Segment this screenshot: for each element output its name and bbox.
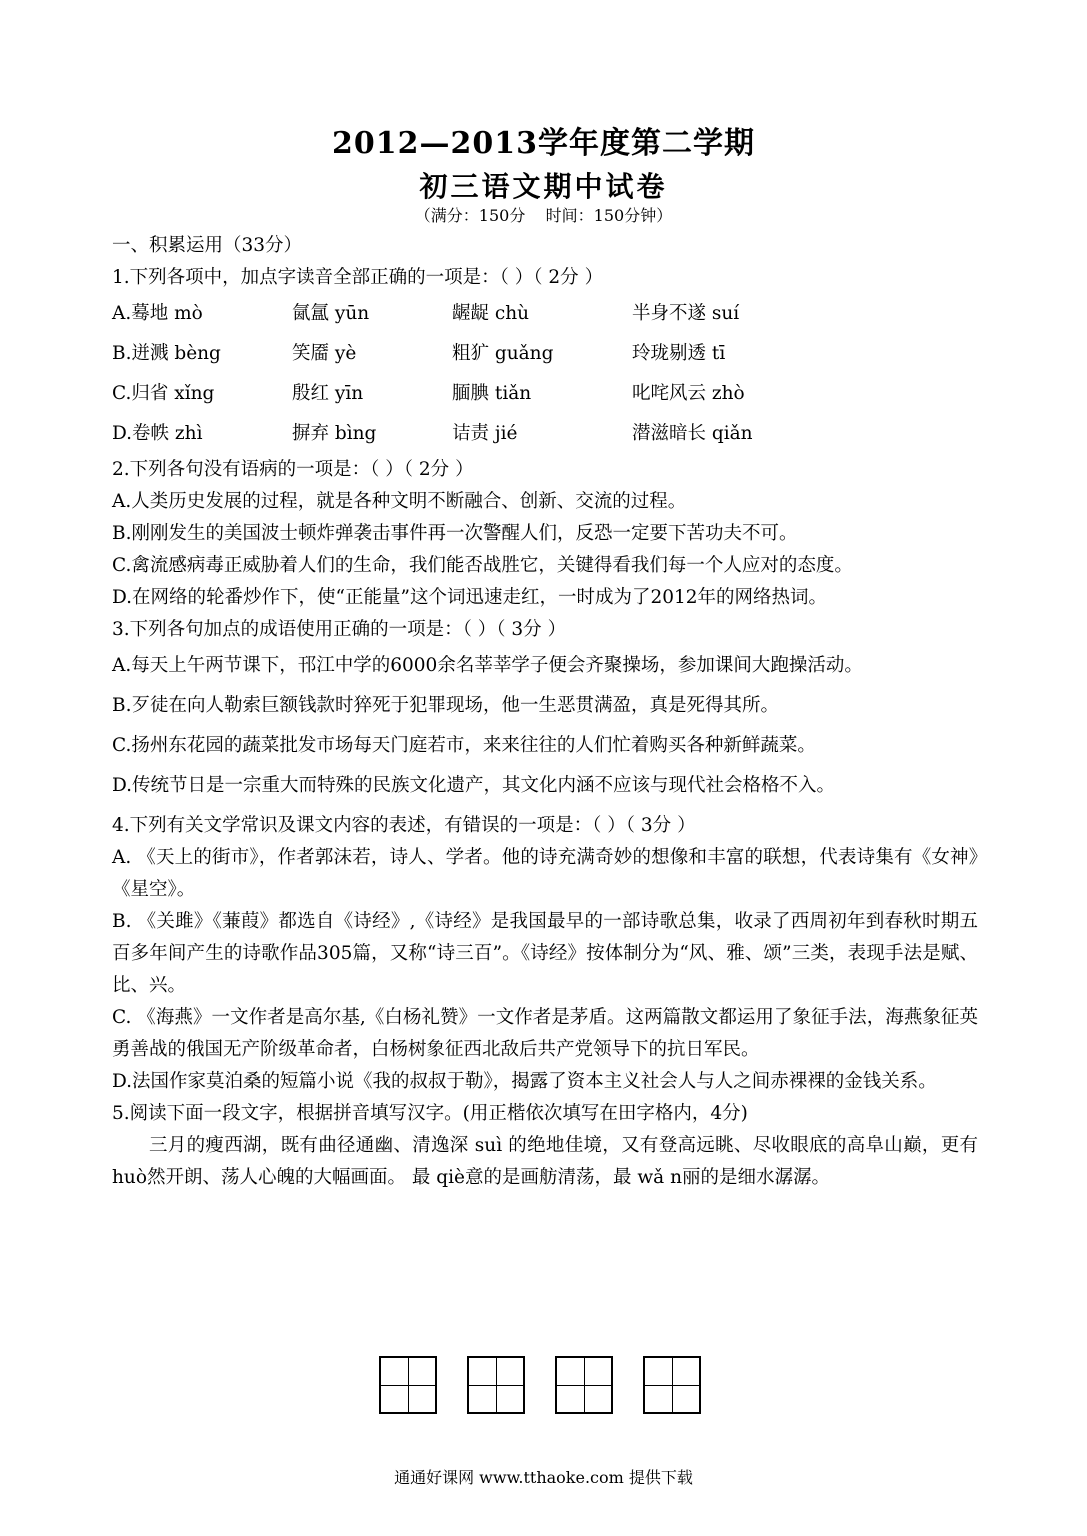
- q2-stem: 2.下列各句没有语病的一项是：（ ）（ 2分 ）: [112, 459, 474, 480]
- q3-option-a: A.每天上午两节课下，邗江中学的6000余名莘莘学子便会齐聚操场，参加课间大跑操活动。: [112, 655, 863, 676]
- q1-d-1: D.卷帙 zhì: [112, 423, 203, 444]
- q1-b-4: 玲珑剔透 tī: [632, 343, 726, 364]
- q5-passage: 三月的瘦西湖，既有曲径通幽、清逸深 suì 的绝地佳境，又有登高远眺、尽收眼底的高阜山巅，更有 huò然开朗、荡人心魄的大幅画面。 最 qiè意的是画舫清荡，最 wǎ n丽的是细水潺潺。: [112, 1135, 978, 1188]
- q4-option-b: B. 《关雎》《蒹葭》都选自《诗经》,《诗经》是我国最早的一部诗歌总集，收录了西周初年到春秋时期五百多年间产生的诗歌作品305篇，又称“诗三百”。《诗经》按体制分为“风、雅、颂”三类，表现手法是赋、比、兴。: [112, 911, 978, 996]
- q1-row-d: [112, 414, 978, 454]
- q1-d-4: 潜滋暗长 qiǎn: [632, 423, 753, 444]
- q1-b-2: 笑靥 yè: [292, 343, 357, 364]
- q3-option-c: C.扬州东花园的蔬菜批发市场每天门庭若市，来来往往的人们忙着购买各种新鲜蔬菜。: [112, 735, 816, 756]
- section-heading: 一、积累运用（33分）: [112, 235, 303, 256]
- tianzige-box-2[interactable]: [467, 1356, 525, 1414]
- q1-row-c: [112, 374, 978, 414]
- q3-option-d: D.传统节日是一宗重大而特殊的民族文化遗产，其文化内涵不应该与现代社会格格不入。: [112, 775, 836, 796]
- q5-stem: 5.阅读下面一段文字，根据拼音填写汉字。(用正楷依次填写在田字格内，4分): [112, 1103, 748, 1124]
- footer-source: 通通好课网 www.tthaoke.com 提供下载: [394, 1468, 693, 1487]
- q1-c-4: 叱咤风云 zhò: [632, 383, 745, 404]
- q2-option-a: A.人类历史发展的过程，就是各种文明不断融合、创新、交流的过程。: [112, 491, 687, 512]
- q4-option-d: D.法国作家莫泊桑的短篇小说《我的叔叔于勒》，揭露了资本主义社会人与人之间赤裸裸的金钱关系。: [112, 1071, 937, 1092]
- q4-option-a: A. 《天上的街市》，作者郭沫若，诗人、学者。他的诗充满奇妙的想像和丰富的联想，代表诗集有《女神》《星空》。: [112, 847, 978, 900]
- tianzige-box-1[interactable]: [379, 1356, 437, 1414]
- tianzige-box-4[interactable]: [643, 1356, 701, 1414]
- q1-d-3: 诘责 jié: [452, 423, 518, 444]
- exam-subject-title: 初三语文期中试卷: [419, 170, 668, 203]
- exam-content: [112, 230, 978, 1194]
- q1-c-1: C.归省 xǐng: [112, 383, 215, 404]
- q2-option-d: D.在网络的轮番炒作下，使“正能量”这个词迅速走红，一时成为了2012年的网络热词。: [112, 587, 828, 608]
- q1-c-3: 腼腆 tiǎn: [452, 383, 532, 404]
- q1-a-3: 龌龊 chù: [452, 303, 530, 324]
- exam-score-time: （满分：150分 时间：150分钟）: [414, 206, 673, 225]
- q3-stem: 3.下列各句加点的成语使用正确的一项是：（ ）（ 3分 ）: [112, 619, 567, 640]
- q1-a-1: A.蓦地 mò: [112, 303, 203, 324]
- q1-c-2: 殷红 yīn: [292, 383, 364, 404]
- q1-b-1: B.迸溅 bèng: [112, 343, 221, 364]
- q2-option-c: C.禽流感病毒正威胁着人们的生命，我们能否战胜它，关键得看我们每一个人应对的态度。: [112, 555, 853, 576]
- q1-d-2: 摒弃 bìng: [292, 423, 377, 444]
- q1-stem: 1.下列各项中，加点字读音全部正确的一项是：（ ）（ 2分 ）: [112, 267, 604, 288]
- tianzige-grid: [379, 1356, 701, 1414]
- tianzige-box-3[interactable]: [555, 1356, 613, 1414]
- q1-b-3: 粗犷 guǎng: [452, 343, 554, 364]
- q4-option-c: C. 《海燕》一文作者是高尔基,《白杨礼赞》一文作者是茅盾。这两篇散文都运用了象征手法，海燕象征英勇善战的俄国无产阶级革命者，白杨树象征西北敌后共产党领导下的抗日军民。: [112, 1007, 978, 1060]
- exam-title: 2012—2013学年度第二学期: [332, 126, 755, 161]
- q1-row-b: [112, 334, 978, 374]
- q1-row-a: [112, 294, 978, 334]
- q4-stem: 4.下列有关文学常识及课文内容的表述，有错误的一项是：（ ）（ 3分 ）: [112, 815, 696, 836]
- q3-option-b: B.歹徒在向人勒索巨额钱款时猝死于犯罪现场，他一生恶贯满盈，真是死得其所。: [112, 695, 779, 716]
- q2-option-b: B.刚刚发生的美国波士顿炸弹袭击事件再一次警醒人们，反恐一定要下苦功夫不可。: [112, 523, 798, 544]
- q1-a-2: 氤氲 yūn: [292, 303, 370, 324]
- q1-a-4: 半身不遂 suí: [632, 303, 740, 324]
